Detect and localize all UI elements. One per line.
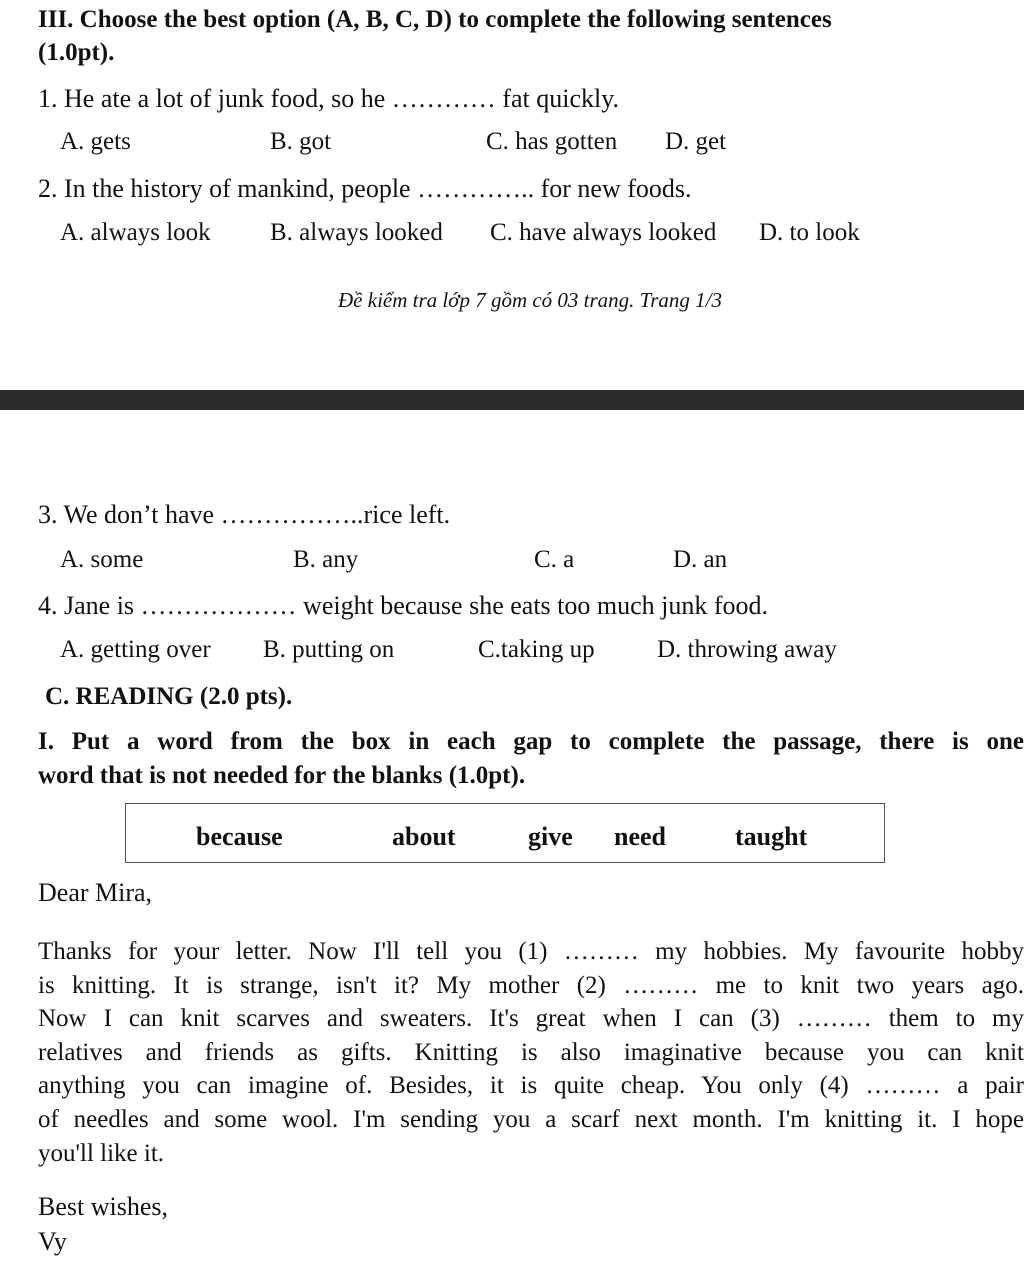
passage-line: is knitting. It is strange, isn't it? My mother (2) ……… me to knit two years ago. xyxy=(38,971,1024,999)
question-2-stem: 2. In the history of mankind, people ………….. for new foods. xyxy=(38,174,692,203)
question-2-option-a: A. always look xyxy=(60,219,211,246)
passage-line: of needles and some wool. I'm sending you a scarf next month. I'm knitting it. I hope xyxy=(38,1105,1024,1133)
word-box xyxy=(125,803,885,863)
word-box-item: taught xyxy=(735,822,808,851)
word-box-item: need xyxy=(614,822,666,851)
question-3-option-d: D. an xyxy=(673,546,728,573)
question-3-option-c: C. a xyxy=(534,546,575,573)
question-2-option-b: B. always looked xyxy=(270,219,443,246)
question-3-stem: 3. We don’t have ……………..rice left. xyxy=(38,500,451,529)
question-1-option-a: A. gets xyxy=(60,128,131,155)
question-1-option-c: C. has gotten xyxy=(486,128,618,155)
question-4-stem: 4. Jane is ……………… weight because she eats too much junk food. xyxy=(38,591,769,620)
passage-line: Now I can knit scarves and sweaters. It's great when I can (3) ……… them to my xyxy=(38,1005,1024,1033)
question-1-option-d: D. get xyxy=(665,128,727,155)
word-box-item: because xyxy=(196,822,283,851)
passage-line: Thanks for your letter. Now I'll tell you (1) ……… my hobbies. My favourite hobby xyxy=(38,938,1024,965)
reading-heading: C. READING (2.0 pts). xyxy=(45,683,293,710)
passage-line: you'll like it. xyxy=(38,1139,165,1167)
question-4-option-a: A. getting over xyxy=(60,636,211,663)
letter-passage xyxy=(38,935,1024,1170)
word-box-item: about xyxy=(392,822,456,851)
page-footer: Đề kiểm tra lớp 7 gồm có 03 trang. Trang 1/3 xyxy=(338,288,722,312)
reading-task-line2: word that is not needed for the blanks (1.0pt). xyxy=(38,762,526,789)
letter-greeting: Dear Mira, xyxy=(38,878,153,907)
question-2-option-c: C. have always looked xyxy=(490,219,717,246)
section-heading-line2: (1.0pt). xyxy=(38,39,115,66)
question-3-option-b: B. any xyxy=(293,546,359,573)
page-break-divider xyxy=(0,390,1024,410)
question-4-option-d: D. throwing away xyxy=(657,636,837,663)
question-1-option-b: B. got xyxy=(270,128,332,155)
question-4-option-b: B. putting on xyxy=(263,636,395,663)
passage-line: anything you can imagine of. Besides, it is quite cheap. You only (4) ……… a pair xyxy=(38,1072,1024,1100)
word-box-item: give xyxy=(528,822,573,851)
question-1-stem: 1. He ate a lot of junk food, so he ………… fat quickly. xyxy=(38,84,620,113)
question-2-option-d: D. to look xyxy=(759,219,860,246)
section-heading-line1: III. Choose the best option (A, B, C, D) to complete the following sentences xyxy=(38,6,832,33)
letter-closing: Best wishes, xyxy=(38,1192,168,1221)
reading-task-line1: I. Put a word from the box in each gap to complete the passage, there is one xyxy=(38,728,1024,755)
question-3-option-a: A. some xyxy=(60,546,144,573)
passage-line: relatives and friends as gifts. Knitting is also imaginative because you can knit xyxy=(38,1038,1024,1066)
question-4-option-c: C.taking up xyxy=(478,636,595,663)
letter-signature: Vy xyxy=(38,1227,67,1256)
